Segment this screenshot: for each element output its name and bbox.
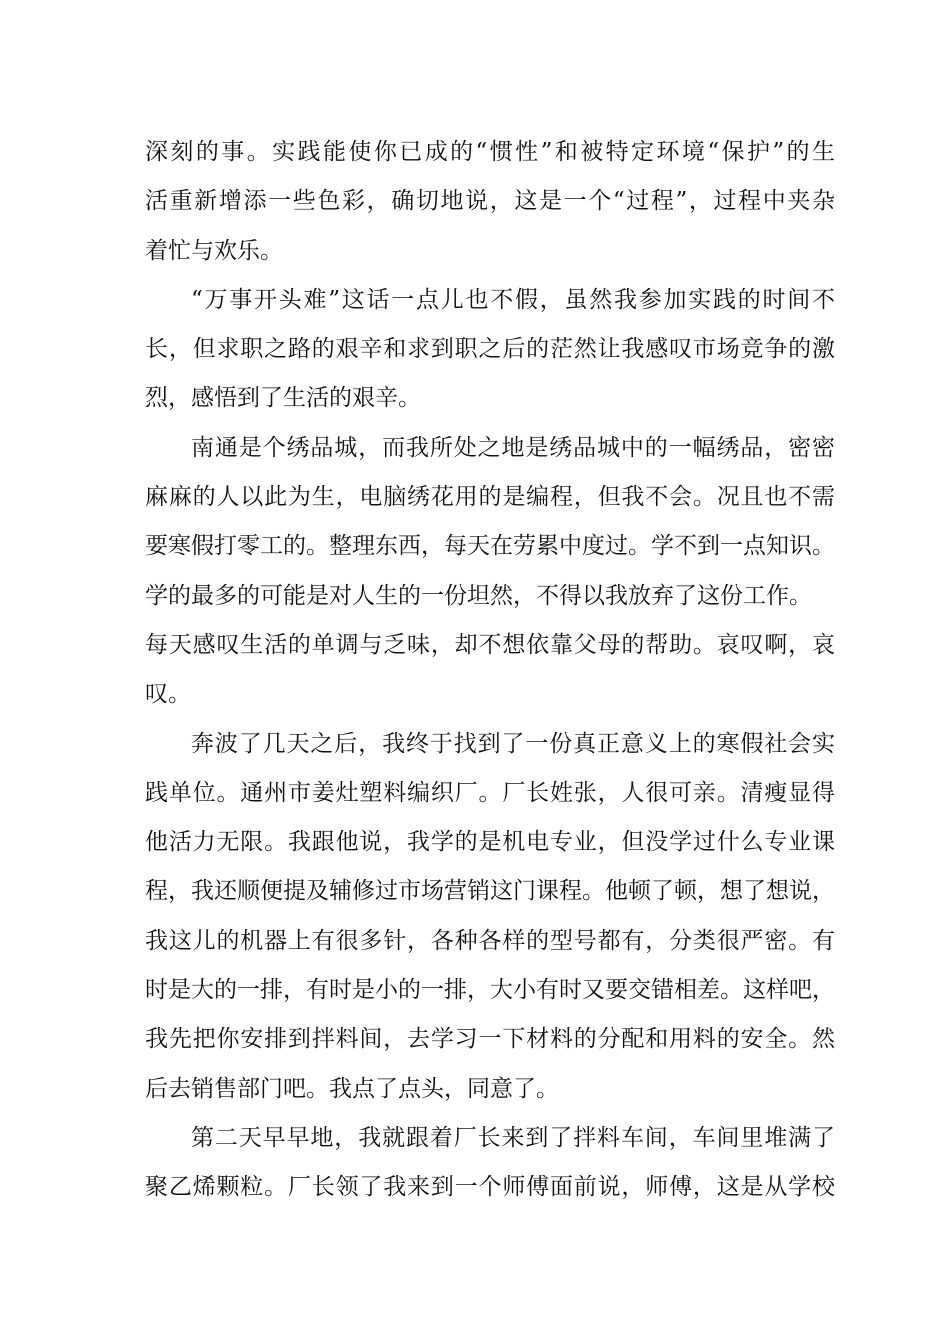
text-line: “万事开头难”这话一点儿也不假，虽然我参加实践的时间不 [191,286,835,313]
text-line: 后去销售部门吧。我点了点头，同意了。 [145,1075,559,1102]
text-line: 活重新增添一些色彩，确切地说，这是一个“过程”，过程中夹杂 [145,188,835,215]
text-line: 每天感叹生活的单调与乏味，却不想依靠父母的帮助。哀叹啊，哀 [145,631,835,658]
text-line: 时是大的一排，有时是小的一排，大小有时又要交错相差。这样吧， [145,977,835,1004]
text-line: 第二天早早地，我就跟着厂长来到了拌料车间，车间里堆满了 [191,1124,835,1151]
paragraph-1 [145,128,835,276]
text-line: 长，但求职之路的艰辛和求到职之后的茫然让我感叹市场竞争的激 [145,336,835,363]
text-line: 聚乙烯颗粒。厂长领了我来到一个师傅面前说，师傅，这是从学校 [145,1174,835,1201]
text-line: 我先把你安排到拌料间，去学习一下材料的分配和用料的安全。然 [145,1026,835,1053]
text-line: 程，我还顺便提及辅修过市场营销这门课程。他顿了顿，想了想说， [145,878,835,905]
text-line: 深刻的事。实践能使你已成的“惯性”和被特定环境“保护”的生 [145,139,835,165]
text-line: 学的最多的可能是对人生的一份坦然，不得以我放弃了这份工作。 [145,582,812,609]
text-line: 要寒假打零工的。整理东西，每天在劳累中度过。学不到一点知识。 [145,533,835,560]
text-line: 叹。 [145,681,191,708]
paragraph-2 [145,276,835,424]
text-line: 我这儿的机器上有很多针，各种各样的型号都有，分类很严密。有 [145,927,835,954]
text-line: 着忙与欢乐。 [145,237,283,264]
document-page [145,128,835,1213]
text-line: 南通是个绣品城，而我所处之地是绣品城中的一幅绣品，密密 [191,434,835,461]
text-line: 他活力无限。我跟他说，我学的是机电专业，但没学过什么专业课 [145,829,835,856]
paragraph-5 [145,1114,835,1213]
paragraph-3 [145,424,835,720]
text-line: 麻麻的人以此为生，电脑绣花用的是编程，但我不会。况且也不需 [145,484,835,511]
text-line: 烈，感悟到了生活的艰辛。 [145,385,421,412]
paragraph-4 [145,720,835,1114]
text-line: 践单位。通州市姜灶塑料编织厂。厂长姓张，人很可亲。清瘦显得 [145,779,835,806]
text-line: 奔波了几天之后，我终于找到了一份真正意义上的寒假社会实 [191,730,835,757]
